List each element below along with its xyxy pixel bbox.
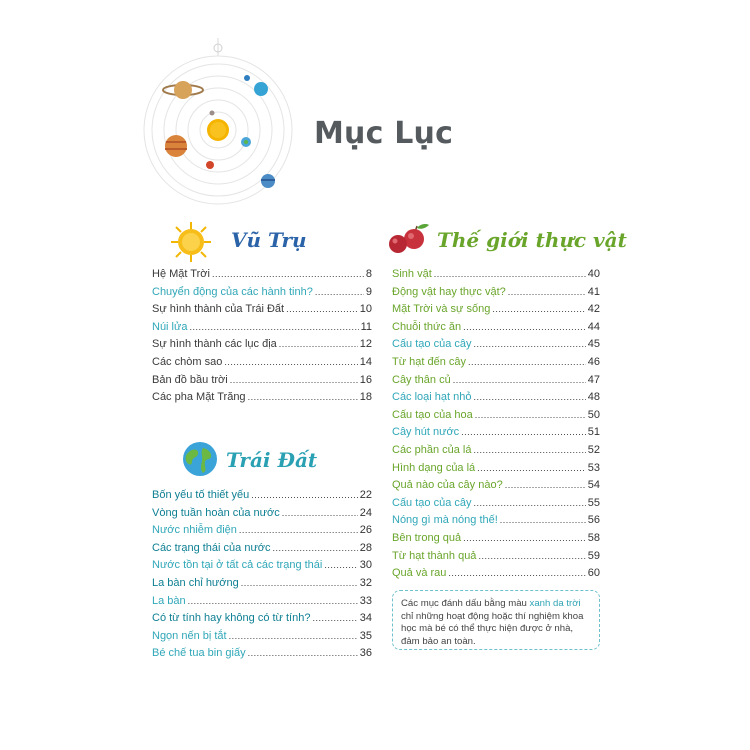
toc-entry-page-number: 52 — [587, 443, 600, 456]
toc-list-plants — [392, 268, 600, 585]
toc-entry-title: Bản đồ bầu trời — [152, 373, 228, 386]
dot-leader — [312, 613, 357, 623]
toc-entry-title: Hệ Mặt Trời — [152, 268, 210, 280]
toc-entry-page-number: 8 — [365, 268, 372, 280]
dot-leader — [508, 287, 586, 297]
toc-entry-page-number: 55 — [587, 496, 600, 509]
dot-leader — [315, 287, 364, 297]
toc-entry[interactable] — [392, 497, 600, 515]
toc-entry[interactable] — [392, 567, 600, 585]
toc-entry[interactable] — [392, 321, 600, 339]
toc-entry[interactable] — [152, 391, 372, 409]
toc-entry-title: Núi lửa — [152, 320, 188, 333]
dot-leader — [273, 543, 358, 553]
toc-entry[interactable] — [152, 647, 372, 665]
toc-entry-page-number: 30 — [359, 559, 372, 572]
toc-entry-title: Các chòm sao — [152, 355, 223, 368]
dot-leader — [230, 375, 358, 385]
toc-entry-title: Các loại hạt nhỏ — [392, 391, 472, 404]
toc-entry-page-number: 12 — [359, 338, 372, 351]
toc-entry[interactable] — [392, 374, 600, 392]
toc-entry-title: Sự hình thành của Trái Đất — [152, 303, 285, 316]
dot-leader — [251, 490, 358, 500]
dot-leader — [475, 410, 586, 420]
toc-entry-page-number: 41 — [587, 285, 600, 298]
dot-leader — [474, 498, 586, 508]
dot-leader — [461, 427, 586, 437]
toc-entry-page-number: 44 — [587, 320, 600, 333]
dot-leader — [477, 463, 586, 473]
toc-entry-title: Nước nhiễm điện — [152, 524, 237, 537]
toc-entry-title: Các trạng thái của nước — [152, 541, 271, 554]
toc-list-universe — [152, 268, 372, 409]
toc-entry[interactable] — [392, 426, 600, 444]
toc-entry-page-number: 48 — [587, 391, 600, 404]
page-title: Mục Lục — [314, 116, 454, 151]
toc-entry-page-number: 58 — [587, 531, 600, 544]
toc-entry[interactable] — [152, 507, 372, 525]
section-heading-universe: Vũ Trụ — [231, 228, 307, 252]
dot-leader — [448, 568, 585, 578]
toc-entry-page-number: 53 — [587, 461, 600, 474]
toc-entry[interactable] — [152, 303, 372, 321]
dot-leader — [434, 269, 586, 279]
dot-leader — [224, 357, 357, 367]
toc-entry[interactable] — [152, 542, 372, 560]
toc-list-earth — [152, 489, 372, 665]
solar-system-icon — [143, 38, 293, 208]
toc-entry[interactable] — [152, 630, 372, 648]
toc-entry[interactable] — [152, 524, 372, 542]
toc-entry[interactable] — [152, 612, 372, 630]
toc-entry[interactable] — [392, 532, 600, 550]
toc-entry-page-number: 51 — [587, 426, 600, 439]
toc-entry[interactable] — [152, 338, 372, 356]
section-heading-earth: Trái Đất — [226, 448, 318, 472]
toc-entry-title: Bé chế tua bin giấy — [152, 647, 246, 660]
earth-globe-icon — [181, 440, 219, 478]
toc-entry-title: Quả và rau — [392, 567, 447, 580]
toc-entry-page-number: 11 — [360, 320, 372, 333]
toc-entry-title: Ngọn nến bị tắt — [152, 629, 227, 642]
toc-entry[interactable] — [152, 374, 372, 392]
dot-leader — [478, 551, 585, 561]
toc-entry-page-number: 35 — [359, 629, 372, 642]
toc-entry-page-number: 33 — [359, 594, 372, 607]
dot-leader — [492, 304, 585, 314]
dot-leader — [468, 357, 586, 367]
dot-leader — [241, 578, 358, 588]
dot-leader — [286, 304, 358, 314]
toc-entry-page-number: 32 — [359, 576, 372, 589]
toc-entry-title: Bên trong quả — [392, 531, 462, 544]
info-note-box — [392, 590, 600, 650]
toc-entry-page-number: 45 — [587, 338, 600, 351]
toc-entry[interactable] — [392, 391, 600, 409]
toc-entry-title: Mặt Trời và sự sống — [392, 303, 491, 316]
toc-entry[interactable] — [152, 356, 372, 374]
toc-entry-page-number: 16 — [359, 373, 372, 386]
dot-leader — [474, 445, 586, 455]
toc-entry-page-number: 34 — [359, 612, 372, 625]
toc-entry-page-number: 54 — [587, 479, 600, 492]
toc-entry-page-number: 14 — [359, 355, 372, 368]
toc-entry-title: La bàn — [152, 594, 186, 607]
dot-leader — [212, 269, 364, 279]
toc-entry-title: Hình dạng của lá — [392, 461, 476, 474]
toc-entry-title: Có từ tính hay không có từ tính? — [152, 612, 311, 625]
toc-entry-title: La bàn chỉ hướng — [152, 576, 239, 589]
toc-entry[interactable] — [152, 595, 372, 613]
toc-entry-title: Sinh vật — [392, 268, 432, 280]
toc-entry[interactable] — [152, 577, 372, 595]
note-highlight: xanh da trời — [529, 598, 581, 609]
toc-entry[interactable] — [392, 550, 600, 568]
toc-entry-title: Nóng gì mà nóng thế! — [392, 514, 498, 527]
dot-leader — [239, 525, 358, 535]
toc-entry-title: Các phần của lá — [392, 443, 472, 456]
toc-entry-page-number: 28 — [359, 541, 372, 554]
toc-entry[interactable] — [392, 514, 600, 532]
dot-leader — [500, 515, 586, 525]
toc-entry-title: Vòng tuần hoàn của nước — [152, 506, 280, 519]
dot-leader — [248, 392, 358, 402]
toc-entry[interactable] — [392, 409, 600, 427]
dot-leader — [474, 339, 586, 349]
toc-entry[interactable] — [392, 286, 600, 304]
section-heading-plants: Thế giới thực vật — [437, 228, 627, 252]
toc-entry-title: Từ hạt đến cây — [392, 355, 467, 368]
toc-entry-page-number: 10 — [359, 303, 372, 316]
toc-entry-page-number: 24 — [359, 506, 372, 519]
toc-entry-page-number: 46 — [587, 355, 600, 368]
toc-entry-page-number: 26 — [359, 524, 372, 537]
toc-entry-title: Từ hạt thành quả — [392, 549, 477, 562]
dot-leader — [453, 375, 586, 385]
toc-entry[interactable] — [152, 286, 372, 304]
dot-leader — [474, 392, 586, 402]
toc-entry-title: Cây thân củ — [392, 373, 451, 386]
toc-entry-title: Sự hình thành các lục địa — [152, 338, 277, 351]
toc-entry-page-number: 9 — [365, 285, 372, 298]
toc-entry-title: Chuyển động của các hành tinh? — [152, 285, 313, 298]
toc-entry[interactable] — [152, 321, 372, 339]
toc-entry[interactable] — [392, 479, 600, 497]
toc-entry-title: Cây hút nước — [392, 426, 460, 439]
toc-entry-title: Cấu tạo của cây — [392, 338, 472, 351]
toc-entry-page-number: 42 — [587, 303, 600, 316]
toc-entry-title: Quả nào của cây nào? — [392, 479, 503, 492]
toc-entry-page-number: 56 — [587, 514, 600, 527]
toc-entry[interactable] — [152, 268, 372, 286]
dot-leader — [505, 480, 586, 490]
toc-entry-title: Bốn yếu tố thiết yếu — [152, 489, 250, 501]
dot-leader — [463, 533, 586, 543]
dot-leader — [324, 560, 357, 570]
toc-entry-title: Chuỗi thức ăn — [392, 320, 462, 333]
toc-entry[interactable] — [392, 356, 600, 374]
dot-leader — [188, 596, 358, 606]
dot-leader — [248, 648, 358, 658]
toc-entry[interactable] — [392, 338, 600, 356]
toc-entry-page-number: 50 — [587, 408, 600, 421]
dot-leader — [190, 322, 359, 332]
toc-entry-page-number: 40 — [587, 268, 600, 280]
dot-leader — [279, 339, 358, 349]
toc-entry-title: Nước tồn tại ở tất cả các trạng thái — [152, 559, 323, 572]
dot-leader — [282, 508, 358, 518]
toc-entry-title: Cấu tạo của cây — [392, 496, 472, 509]
note-text-2: chỉ những hoạt động hoặc thí nghiệm khoa học mà bé có thể thực hiện được ở nhà, đảm bảo an toàn. — [401, 610, 584, 647]
toc-entry[interactable] — [152, 559, 372, 577]
apples-icon — [387, 222, 431, 256]
toc-entry[interactable] — [392, 268, 600, 286]
toc-entry-page-number: 47 — [587, 373, 600, 386]
toc-entry-page-number: 18 — [359, 391, 372, 404]
toc-entry[interactable] — [392, 303, 600, 321]
toc-entry-page-number: 60 — [587, 567, 600, 580]
toc-entry[interactable] — [392, 444, 600, 462]
toc-entry[interactable] — [392, 462, 600, 480]
toc-entry-page-number: 36 — [359, 647, 372, 660]
sun-icon — [170, 221, 212, 263]
toc-entry[interactable] — [152, 489, 372, 507]
toc-entry-page-number: 22 — [359, 489, 372, 501]
toc-entry-title: Các pha Mặt Trăng — [152, 391, 246, 404]
toc-entry-page-number: 59 — [587, 549, 600, 562]
dot-leader — [463, 322, 586, 332]
note-text-1: Các mục đánh dấu bằng màu — [401, 598, 530, 609]
toc-entry-title: Động vật hay thực vật? — [392, 285, 506, 298]
dot-leader — [229, 631, 358, 641]
toc-entry-title: Cấu tạo của hoa — [392, 408, 473, 421]
